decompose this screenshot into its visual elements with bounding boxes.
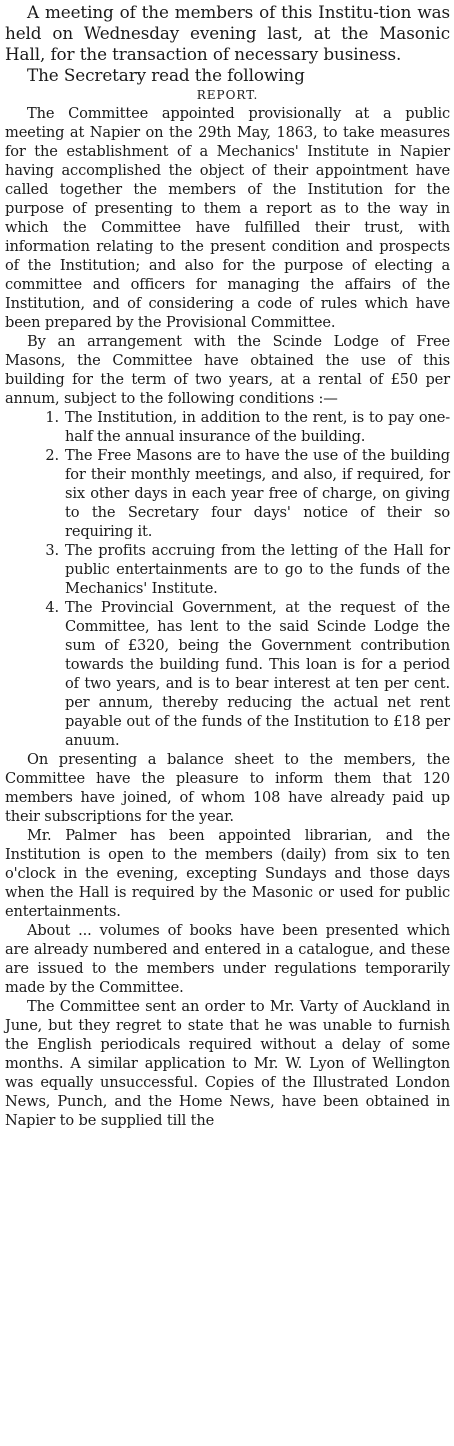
condition-number: 3.: [45, 542, 59, 559]
condition-number: 1.: [45, 409, 59, 426]
condition-item: [5, 408, 450, 446]
condition-text: The Provincial Government, at the request of the Committee, has lent to the said Scinde Lodge the sum of £320, being the Government contribution towards the building fund. This loan is for a period of two years, and is to bear interest at ten per cent. per annum, thereby reducing the actual net rent payable out of the funds of the Institution to £18 per anuum.: [65, 599, 450, 749]
secretary-paragraph: The Secretary read the following: [27, 65, 305, 85]
condition-number: 2.: [45, 447, 59, 464]
condition-item: [5, 446, 450, 541]
librarian-paragraph: Mr. Palmer has been appointed librarian, and the Institution is open to the members (daily) from six to ten o'clock in the evening, excepting Sundays and those days when the Hall is required by the Masonic or used for public entertainments.: [5, 827, 450, 920]
lodge-arrangement-paragraph: By an arrangement with the Scinde Lodge of Free Masons, the Committee have obtained the use of this building for the term of two years, at a rental of £50 per annum, subject to the following conditions :—: [5, 333, 450, 407]
meeting-paragraph: A meeting of the members of this Institu-tion was held on Wednesday evening last, at the Masonic Hall, for the transaction of necessary business.: [5, 2, 450, 64]
balance-sheet-paragraph: On presenting a balance sheet to the members, the Committee have the pleasure to inform them that 120 members have joined, of whom 108 have already paid up their subscriptions for the year.: [5, 751, 450, 825]
condition-item: [5, 541, 450, 598]
condition-text: The Institution, in addition to the rent, is to pay one-half the annual insurance of the building.: [65, 409, 450, 445]
books-paragraph: About ... volumes of books have been presented which are already numbered and entered in a catalogue, and these are issued to the members under regulations temporarily made by the Committee.: [5, 922, 450, 996]
periodicals-paragraph: The Committee sent an order to Mr. Varty of Auckland in June, but they regret to state that he was unable to furnish the English periodicals required without a delay of some months. A similar application to Mr. W. Lyon of Wellington was equally unsuccessful. Copies of the Illustrated London News, Punch, and the Home News, have been obtained in Napier to be supplied till the: [5, 998, 450, 1129]
condition-text: The Free Masons are to have the use of the building for their monthly meetings, and also, if required, for six other days in each year free of charge, on giving to the Secretary four days' notice of their so requiring it.: [65, 447, 450, 540]
condition-item: [5, 598, 450, 750]
condition-number: 4.: [45, 599, 59, 616]
condition-text: The profits accruing from the letting of the Hall for public entertainments are to go to the funds of the Mechanics' Institute.: [65, 542, 450, 597]
committee-paragraph: The Committee appointed provisionally at a public meeting at Napier on the 29th May, 1863, to take measures for the establishment of a Mechanics' Institute in Napier having accomplished the object of their appointment have called together the members of the Institution for the purpose of presenting to them a report as to the way in which the Committee have fulfilled their trust, with information relating to the present condition and prospects of the Institution; and also for the purpose of electing a committee and officers for managing the affairs of the Institution, and of considering a code of rules which have been prepared by the Provisional Committee.: [5, 105, 450, 331]
report-heading: REPORT.: [196, 88, 259, 102]
